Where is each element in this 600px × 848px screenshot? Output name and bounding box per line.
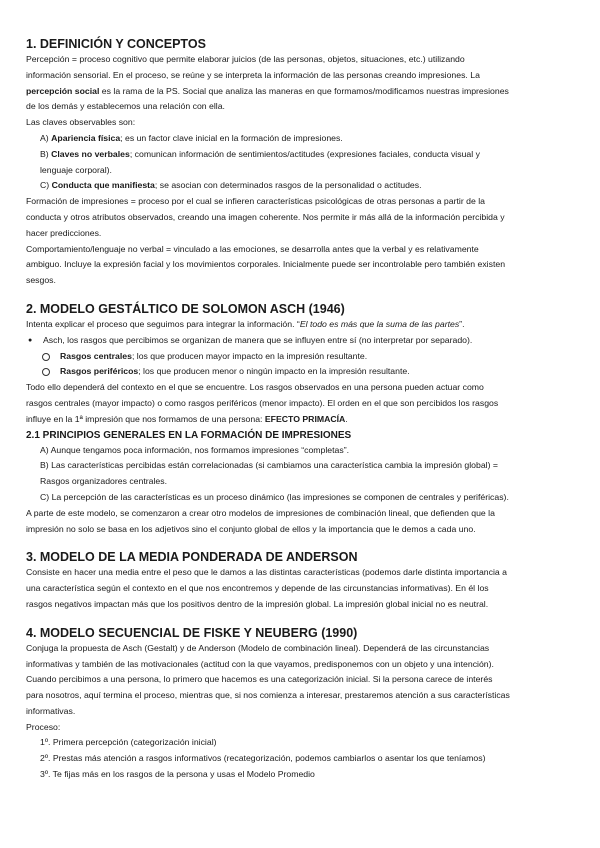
item-marker: B) (40, 148, 52, 159)
paragraph-line: informativas y también de las motivacionales (actitud con la que vayamos, predisponemos con un objeto y una intención). (26, 658, 494, 669)
bold-term: Conducta que manifiesta (51, 180, 155, 191)
section-4-heading: 4. MODELO SECUENCIAL DE FISKE Y NEUBERG (1990) (26, 625, 358, 640)
paragraph-line: hacer predicciones. (26, 227, 102, 238)
paragraph-line: Comportamiento/lenguaje no verbal = vinculado a las emociones, se desarrolla antes que la verbal y es relativamente (26, 243, 479, 254)
process-step: 3º. Te fijas más en los rasgos de la persona y usas el Modelo Promedio (40, 769, 315, 780)
bold-term: Rasgos centrales (60, 350, 132, 361)
sub-bullet-peripheral (26, 364, 576, 380)
line-text: Intenta explicar el proceso que seguimos para integrar la información. “ (26, 318, 300, 329)
paragraph-line: impresión no solo se basa en los adjetivos sino el conjunto global de ellos y la importancia que le demos a cada uno. (26, 523, 476, 534)
principle-c: C) La percepción de las características es un proceso dinámico (las impresiones se componen de centrales y periféricas). (40, 491, 509, 502)
line-text: ; se asocian con determinados rasgos de la personalidad o actitudes. (154, 180, 422, 191)
principle-b-cont: Rasgos organizadores centrales. (40, 476, 168, 487)
bold-term: EFECTO PRIMACÍA (264, 413, 346, 424)
paragraph-line: Consiste en hacer una media entre el peso que le damos a las distintas características (podemos darle distinta importancia a (26, 567, 507, 578)
subsection-2-1-heading: 2.1 PRINCIPIOS GENERALES EN LA FORMACIÓN DE IMPRESIONES (26, 429, 352, 441)
line-text: ”. (459, 318, 465, 329)
paragraph-line (26, 84, 576, 100)
paragraph-line: de los demás y establecemos una relación con ella. (26, 101, 225, 112)
paragraph-line: informativas. (26, 705, 76, 716)
bullet-item: ● Asch, los rasgos que percibimos se organizan de manera que se influyen entre sí (no interpretar por separado). (26, 333, 576, 349)
bold-term: Rasgos periféricos (60, 366, 139, 377)
italic-quote: El todo es más que la suma de las partes (299, 318, 460, 329)
list-item-b (26, 147, 576, 163)
paragraph-line: Proceso: (26, 721, 61, 732)
principle-a: A) Aunque tengamos poca información, nos formamos impresiones “completas”. (40, 444, 350, 455)
bold-term: Apariencia física (51, 132, 121, 143)
bold-term: percepción social (26, 85, 100, 96)
section-anderson (26, 549, 576, 612)
line-text: ; comunican información de sentimientos/actitudes (expresiones faciales, conducta visual y (129, 148, 480, 159)
paragraph-line: información sensorial. En el proceso, se reúne y se interpreta la información de las personas creando impresiones. La (26, 69, 480, 80)
line-text: . (345, 413, 348, 424)
line-text: ; es un factor clave inicial en la formación de impresiones. (120, 132, 343, 143)
paragraph-line: Conjuga la propuesta de Asch (Gestalt) y de Anderson (Modelo de combinación lineal). Dependerá de las circunstancias (26, 642, 490, 653)
section-asch (26, 301, 576, 537)
principle-b: B) Las características percibidas están correlacionadas (si cambiamos una característica cambia la impresión global) = (40, 460, 498, 471)
paragraph-line: una característica según el contexto en el que nos encontremos y depende de las circunstancias informativas). En él los (26, 583, 489, 594)
section-fiske-neuberg (26, 625, 576, 783)
paragraph-line (26, 317, 576, 333)
item-marker: C) (40, 180, 52, 191)
paragraph-line: rasgos centrales (mayor impacto) o como rasgos periféricos (menor impacto). El orden en el que son percibidos los rasgos (26, 397, 499, 408)
line-text: influye en la 1ª impresión que nos formamos de una persona: (26, 413, 265, 424)
line-text: es la rama de la PS. Social que analiza las maneras en que formamos/modificamos nuestras impresiones (99, 85, 509, 96)
document-page (26, 36, 576, 795)
section-definicion (26, 36, 576, 289)
paragraph-line: Todo ello dependerá del contexto en el que se encuentre. Los rasgos observados en una persona pueden actuar como (26, 382, 484, 393)
paragraph-line: para nosotros, aquí termina el proceso, mientras que, si nos comienza a interesar, prestaremos atención a sus características (26, 690, 510, 701)
paragraph-line: Las claves observables son: (26, 117, 136, 128)
process-step: 1º. Primera percepción (categorización inicial) (40, 737, 217, 748)
process-step: 2º. Prestas más atención a rasgos informativos (recategorización, podemos cambiarlos o asentar los que teníamos) (40, 753, 486, 764)
bold-term: Claves no verbales (51, 148, 130, 159)
paragraph-line: Cuando percibimos a una persona, lo primero que hacemos es una categorización inicial. Si la persona carece de interés (26, 674, 493, 685)
section-1-heading: 1. DEFINICIÓN Y CONCEPTOS (26, 37, 206, 51)
paragraph-line (26, 412, 576, 428)
paragraph-line: Percepción = proceso cognitivo que permite elaborar juicios (de las personas, objetos, situaciones, etc.) utilizando (26, 54, 465, 64)
item-marker: A) (40, 132, 52, 143)
list-item-c (26, 178, 576, 194)
paragraph-line: A parte de este modelo, se comenzaron a crear otro modelos de impresiones de combinación lineal, que defienden que la (26, 507, 495, 518)
section-2-heading: 2. MODELO GESTÁLTICO DE SOLOMON ASCH (1946) (26, 301, 345, 316)
line-text: ; los que producen menor o ningún impacto en la impresión resultante. (138, 366, 410, 377)
paragraph-line: sesgos. (26, 275, 56, 286)
paragraph-line: conducta y otros atributos observados, creando una imagen coherente. Nos permite ir más allá de la información percibida y (26, 211, 505, 222)
paragraph-line: Formación de impresiones = proceso por el cual se infieren características psicológicas de otras personas a partir de la (26, 196, 485, 207)
paragraph-line: rasgos negativos impactan más que los positivos dentro de la impresión global. La impresión global inicial no es neutral. (26, 598, 489, 609)
list-item-b-cont: lenguaje corporal). (40, 164, 112, 175)
paragraph-line: ambiguo. Incluye la expresión facial y los movimientos corporales. Inicialmente puede ser incontrolable pero también existen (26, 259, 506, 270)
sub-bullet-central (26, 349, 576, 365)
list-item-a (26, 131, 576, 147)
line-text: ; los que producen mayor impacto en la impresión resultante. (131, 350, 368, 361)
section-3-heading: 3. MODELO DE LA MEDIA PONDERADA DE ANDERSON (26, 550, 358, 565)
